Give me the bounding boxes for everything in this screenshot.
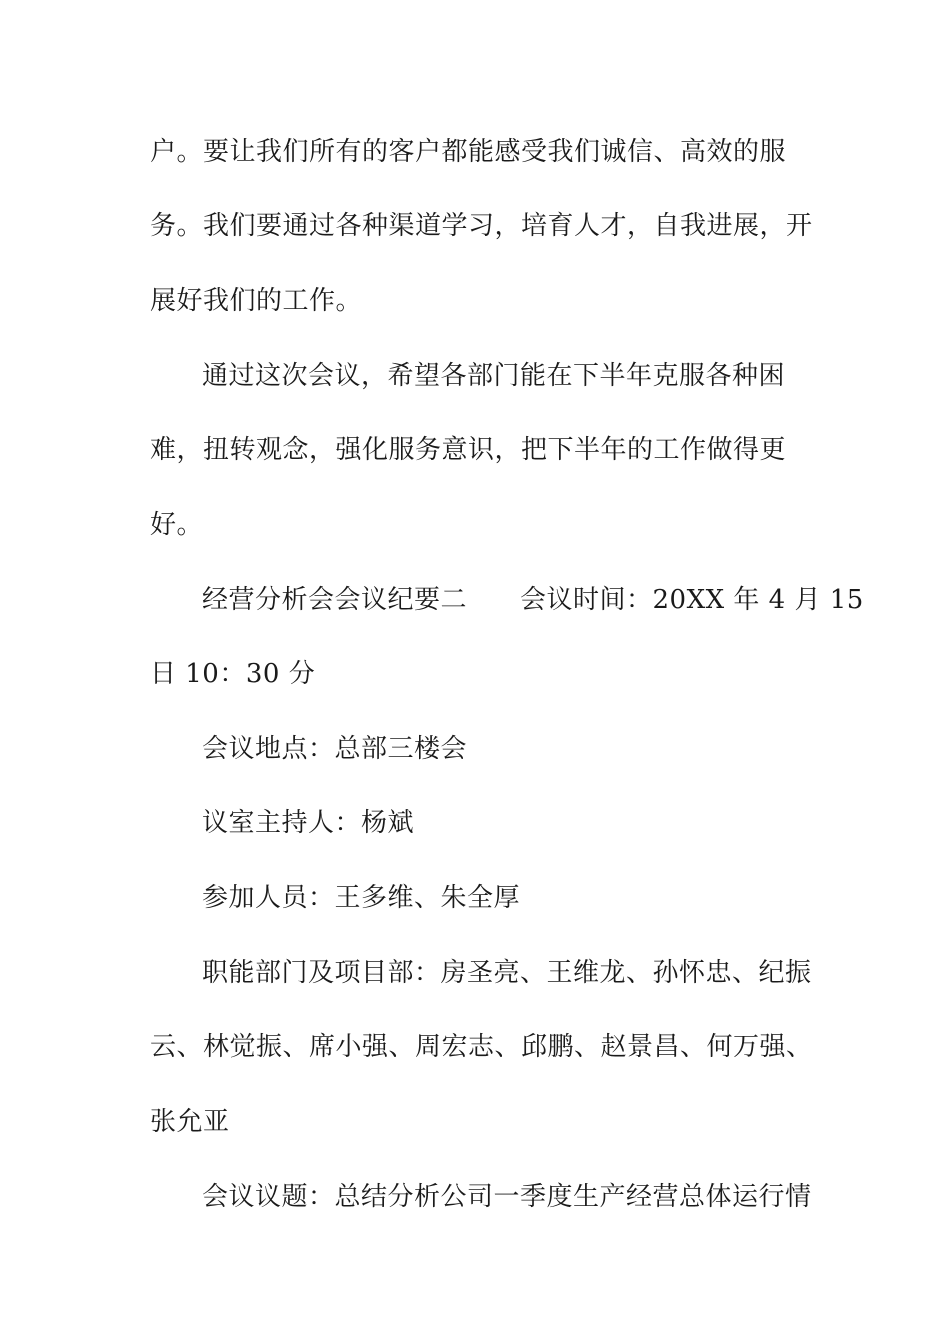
text-line: 会议议题：总结分析公司一季度生产经营总体运行情 bbox=[202, 1182, 812, 1212]
text-line: 参加人员：王多维、朱全厚 bbox=[202, 883, 521, 913]
text-line: 议室主持人：杨斌 bbox=[202, 808, 415, 838]
text-line: 户。要让我们所有的客户都能感受我们诚信、高效的服 bbox=[150, 137, 787, 167]
text-line: 通过这次会议，希望各部门能在下半年克服各种困 bbox=[202, 361, 786, 391]
text-line: 云、林觉振、席小强、周宏志、邱鹏、赵景昌、何万强、 bbox=[150, 1032, 813, 1062]
text-line: 日 10：30 分 bbox=[150, 659, 316, 689]
text-line: 会议地点：总部三楼会 bbox=[202, 734, 468, 764]
text-line: 难，扭转观念，强化服务意识，把下半年的工作做得更 bbox=[150, 435, 787, 465]
text-line: 好。 bbox=[150, 510, 204, 540]
text-line: 张允亚 bbox=[150, 1107, 230, 1137]
text-line: 展好我们的工作。 bbox=[150, 286, 363, 316]
text-line: 务。我们要通过各种渠道学习，培育人才，自我进展，开 bbox=[150, 211, 813, 241]
text-line: 经营分析会会议纪要二 会议时间：20XX 年 4 月 15 bbox=[202, 585, 864, 615]
text-line: 职能部门及项目部：房圣亮、王维龙、孙怀忠、纪振 bbox=[202, 958, 812, 988]
